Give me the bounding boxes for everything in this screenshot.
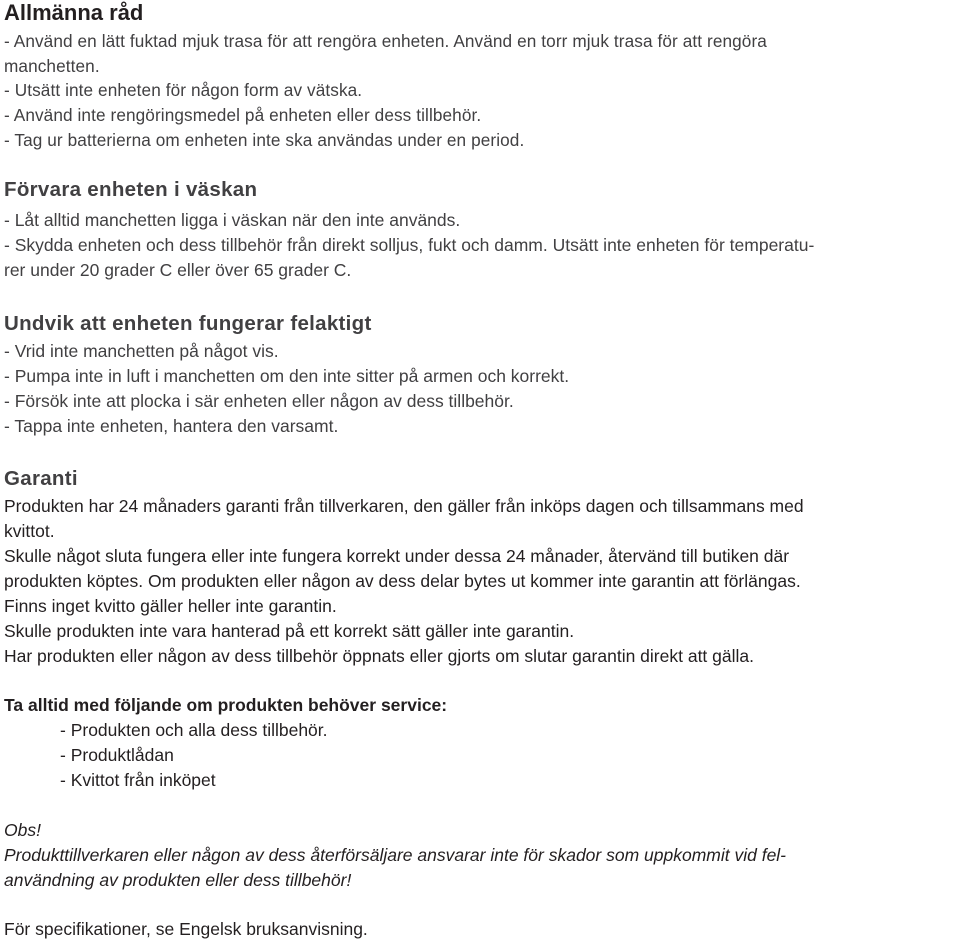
- garanti-line: Skulle något sluta fungera eller inte fungera korrekt under dessa 24 månader, återvänd till butiken där: [4, 546, 790, 566]
- undvik-line: - Vrid inte manchetten på något vis.: [4, 341, 279, 361]
- allmanna-rad-line: - Använd inte rengöringsmedel på enheten eller dess tillbehör.: [4, 105, 482, 125]
- garanti-line: Produkten har 24 månaders garanti från tillverkaren, den gäller från inköps dagen och tillsammans med: [4, 496, 804, 516]
- undvik-line: - Försök inte att plocka i sär enheten eller någon av dess tillbehör.: [4, 391, 514, 411]
- allmanna-rad-line: - Använd en lätt fuktad mjuk trasa för att rengöra enheten. Använd en torr mjuk trasa för att rengöra: [4, 31, 767, 51]
- garanti-line: produkten köptes. Om produkten eller någon av dess delar bytes ut kommer inte garantin att förlängas.: [4, 571, 801, 591]
- garanti-line: Har produkten eller någon av dess tillbehör öppnats eller gjorts om slutar garantin direkt att gälla.: [4, 646, 754, 666]
- garanti-line: kvittot.: [4, 521, 55, 541]
- allmanna-rad-line: manchetten.: [4, 56, 100, 76]
- garanti-line: Skulle produkten inte vara hanterad på ett korrekt sätt gäller inte garantin.: [4, 621, 575, 641]
- heading-service: Ta alltid med följande om produkten behöver service:: [4, 695, 448, 715]
- footer-note: För specifikationer, se Engelsk bruksanvisning.: [4, 919, 368, 939]
- undvik-line: - Tappa inte enheten, hantera den varsamt.: [4, 416, 339, 436]
- heading-garanti: Garanti: [4, 467, 78, 490]
- allmanna-rad-line: - Tag ur batterierna om enheten inte ska användas under en period.: [4, 130, 525, 150]
- heading-forvara: Förvara enheten i väskan: [4, 178, 258, 201]
- obs-line: användning av produkten eller dess tillbehör!: [4, 870, 352, 890]
- undvik-line: - Pumpa inte in luft i manchetten om den inte sitter på armen och korrekt.: [4, 366, 570, 386]
- service-item: - Produkten och alla dess tillbehör.: [60, 720, 328, 740]
- heading-undvik: Undvik att enheten fungerar felaktigt: [4, 312, 372, 335]
- forvara-line: - Skydda enheten och dess tillbehör från direkt solljus, fukt och damm. Utsätt inte enheten för temperatu-: [4, 235, 815, 255]
- service-item: - Produktlådan: [60, 745, 174, 765]
- obs-line: Produkttillverkaren eller någon av dess återförsäljare ansvarar inte för skador som uppkommit vid fel-: [4, 845, 787, 865]
- heading-allmanna-rad: Allmänna råd: [4, 0, 144, 25]
- forvara-line: rer under 20 grader C eller över 65 grader C.: [4, 260, 352, 280]
- service-item: - Kvittot från inköpet: [60, 770, 216, 790]
- obs-label: Obs!: [4, 820, 41, 840]
- forvara-line: - Låt alltid manchetten ligga i väskan när den inte används.: [4, 210, 461, 230]
- garanti-line: Finns inget kvitto gäller heller inte garantin.: [4, 596, 337, 616]
- allmanna-rad-line: - Utsätt inte enheten för någon form av vätska.: [4, 80, 363, 100]
